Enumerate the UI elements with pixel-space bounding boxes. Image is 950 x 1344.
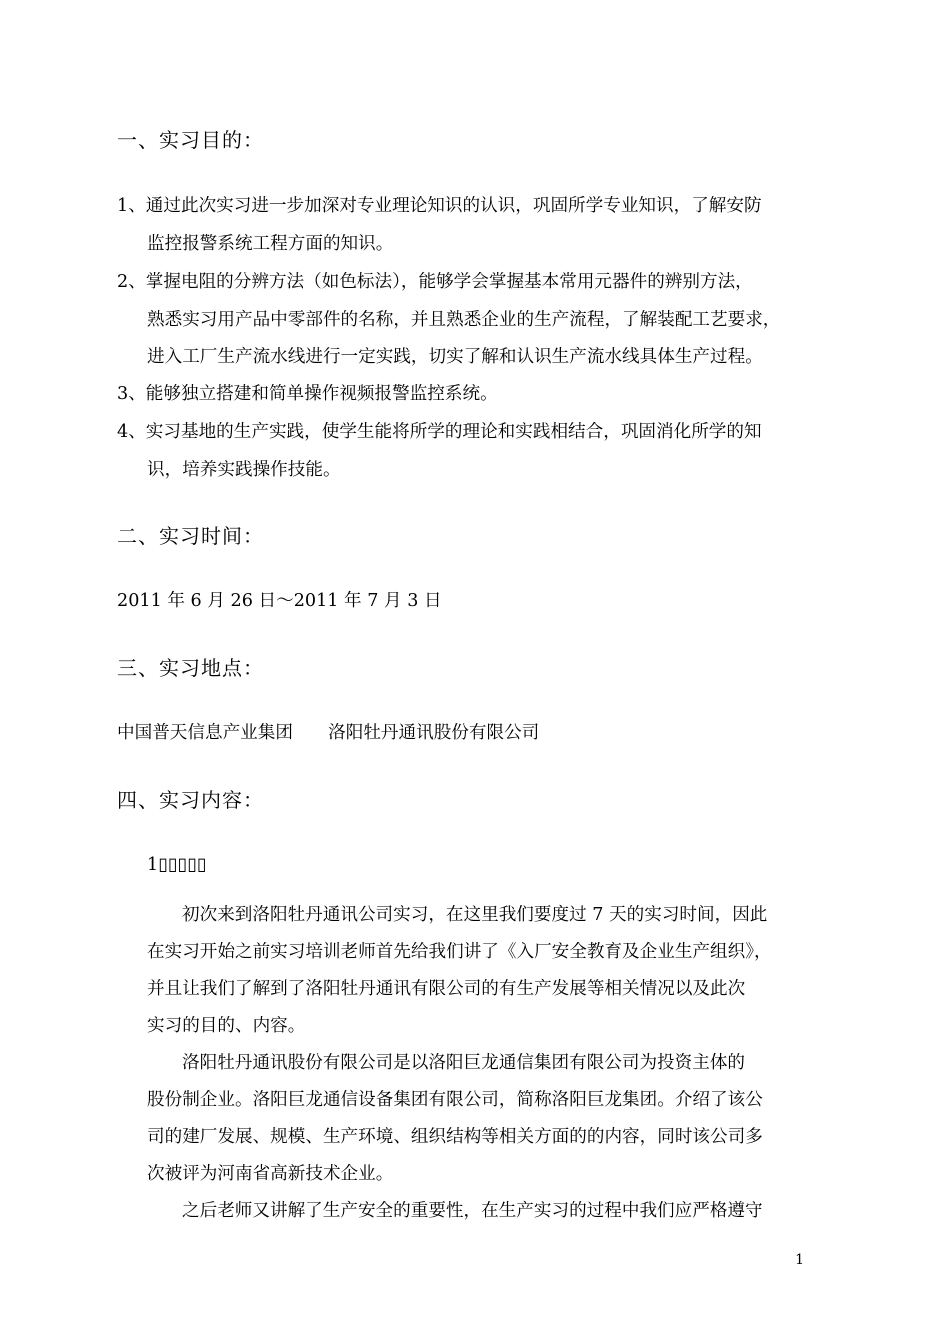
section-heading-time: 二、实习时间： [117, 524, 264, 548]
content-subheading: 1▯▯▯▯▯ [147, 855, 207, 875]
content-paragraph-2-line-4: 次被评为河南省高新技术企业。 [147, 1164, 394, 1184]
objective-item-2-line-2: 熟悉实习用产品中零部件的名称，并且熟悉企业的生产流程，了解装配工艺要求， [147, 310, 781, 330]
content-paragraph-2-line-3: 司的建厂发展、规模、生产环境、组织结构等相关方面的的内容，同时该公司多 [147, 1127, 763, 1147]
internship-time-text: 2011 年 6 月 26 日～2011 年 7 月 3 日 [117, 591, 442, 611]
objective-item-4-line-2: 识，培养实践操作技能。 [147, 460, 341, 480]
content-paragraph-1-line-2: 在实习开始之前实习培训老师首先给我们讲了《入厂安全教育及企业生产组织》， [147, 942, 772, 962]
content-paragraph-1-line-3: 并且让我们了解到了洛阳牡丹通讯有限公司的有生产发展等相关情况以及此次 [147, 979, 746, 999]
content-paragraph-1-line-1: 初次来到洛阳牡丹通讯公司实习，在这里我们要度过 7 天的实习时间，因此 [182, 905, 768, 925]
objective-item-2-line-3: 进入工厂生产流水线进行一定实践，切实了解和认识生产流水线具体生产过程。 [147, 347, 763, 367]
section-heading-content: 四、实习内容： [117, 788, 264, 812]
objective-item-4-line-1: 4、实习基地的生产实践，使学生能将所学的理论和实践相结合，巩固消化所学的知 [117, 422, 762, 442]
objective-item-1-line-2: 监控报警系统工程方面的知识。 [147, 234, 394, 254]
content-paragraph-2-line-1: 洛阳牡丹通讯股份有限公司是以洛阳巨龙通信集团有限公司为投资主体的 [182, 1053, 746, 1073]
content-paragraph-2-line-2: 股份制企业。洛阳巨龙通信设备集团有限公司，简称洛阳巨龙集团。介绍了该公 [147, 1090, 763, 1110]
objective-item-2-line-1: 2、掌握电阻的分辨方法（如色标法），能够学会掌握基本常用元器件的辨别方法， [117, 272, 753, 292]
content-paragraph-3-line-1: 之后老师又讲解了生产安全的重要性，在生产实习的过程中我们应严格遵守 [182, 1201, 763, 1221]
content-paragraph-1-line-4: 实习的目的、内容。 [147, 1016, 306, 1036]
internship-location-text: 中国普天信息产业集团 洛阳牡丹通讯股份有限公司 [117, 723, 540, 743]
page-number: 1 [795, 1252, 804, 1268]
objective-item-1-line-1: 1、通过此次实习进一步加深对专业理论知识的认识，巩固所学专业知识，了解安防 [117, 196, 762, 216]
objective-item-3-line-1: 3、能够独立搭建和简单操作视频报警监控系统。 [117, 384, 498, 404]
section-heading-location: 三、实习地点： [117, 656, 264, 680]
section-heading-objectives: 一、实习目的： [117, 128, 264, 152]
